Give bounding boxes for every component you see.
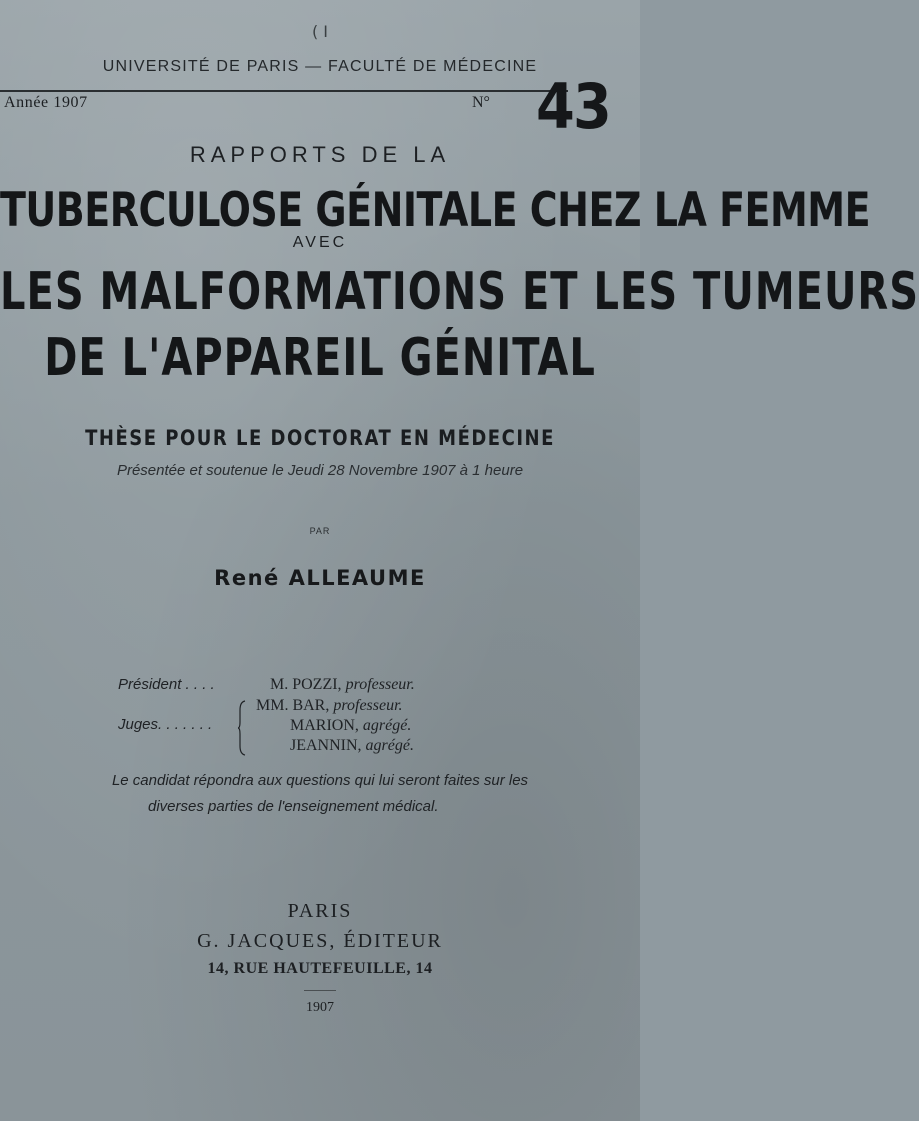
number-label: N° [472,94,490,111]
imprint-dash [304,990,336,991]
imprint-year: 1907 [306,1000,334,1015]
top-mark: ( I [311,22,329,41]
title-rapports: RAPPORTS DE LA [189,142,451,167]
president-name: M. POZZI, [270,676,342,693]
candidate-note-line-1: Le candidat répondra aux questions qui lui seront faites sur les [111,772,529,789]
juge-name: MM. BAR, [256,697,330,714]
title-line-3: DE L'APPAREIL GÉNITAL [44,328,596,388]
university-heading: UNIVERSITÉ DE PARIS — FACULTÉ DE MÉDECINE [102,58,538,75]
imprint-publisher: G. JACQUES, ÉDITEUR [197,930,443,952]
author-name: René ALLEAUME [214,566,426,590]
by-label: PAR [309,526,331,536]
imprint-address: 14, RUE HAUTEFEUILLE, 14 [207,960,433,977]
juge-role: agrégé. [362,717,412,734]
juge-name: MARION, [290,717,359,734]
juges-label: Juges. . . . . . . [118,716,213,733]
thesis-heading: THÈSE POUR LE DOCTORAT EN MÉDECINE [85,426,555,452]
president-label: Président . . . . [118,676,215,693]
juge-entry-1 [256,697,403,715]
juge-name: JEANNIN, [290,737,362,754]
juge-role: professeur. [333,697,403,714]
president-entry [270,676,415,694]
juge-entry-2 [290,717,411,735]
juge-role: agrégé. [365,737,414,754]
year-label: Année 1907 [4,94,88,111]
jury-brace [238,700,246,756]
number-stamp: 43 [536,70,611,143]
candidate-note-line-2: diverses parties de l'enseignement médical. [148,798,439,815]
juge-entry-3 [290,737,414,755]
header-rule [0,90,568,92]
title-line-2: LES MALFORMATIONS ET LES TUMEURS [0,262,919,322]
president-role: professeur. [345,676,415,693]
title-line-1: TUBERCULOSE GÉNITALE CHEZ LA FEMME [0,182,871,237]
title-avec: AVEC [292,234,348,251]
defense-date: Présentée et soutenue le Jeudi 28 Novembre 1907 à 1 heure [116,462,524,479]
imprint-city: PARIS [287,900,353,922]
